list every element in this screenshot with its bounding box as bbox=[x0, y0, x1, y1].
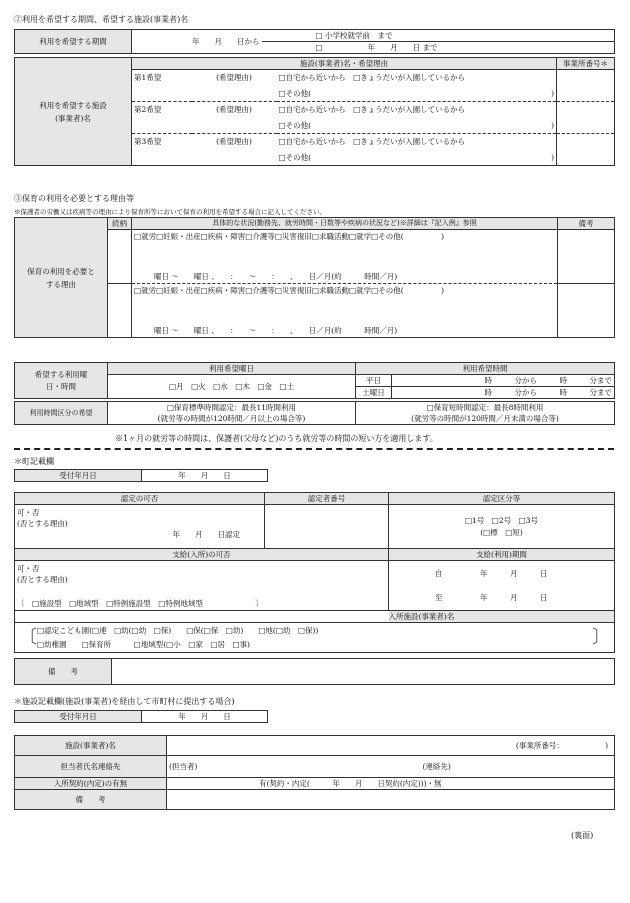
days-label: 希望する利用曜日・時間 bbox=[15, 363, 108, 399]
town-received-label: 受付年月日 bbox=[15, 470, 142, 482]
relation-header: 続柄 bbox=[108, 218, 132, 230]
remarks-header: 備考 bbox=[558, 218, 615, 230]
facility-label: 利用を希望する施設(事業者)名 bbox=[15, 58, 132, 166]
choice2-rank: 第2希望 bbox=[132, 102, 192, 118]
facility-type-line1[interactable]: □認定こども園(□連 □幼(□幼 □保) □保(□保 □幼) □地(□幼 □保)) bbox=[37, 625, 319, 635]
choice3-other[interactable]: □その他( bbox=[278, 152, 312, 162]
contract-value[interactable]: 有(契約・内定( 年 月 日契約(内定)))・無 bbox=[167, 778, 615, 790]
remarks1[interactable] bbox=[558, 230, 615, 284]
payment-period-header: 支給(利用)期間 bbox=[389, 549, 615, 561]
cert-ok[interactable]: 可・否 bbox=[17, 508, 40, 517]
facility-received-value[interactable]: 年 月 日 bbox=[142, 711, 268, 723]
cert-date[interactable]: 年 月 日認定 bbox=[172, 530, 240, 539]
relation2[interactable] bbox=[108, 284, 132, 338]
period-label: 利用を希望する期間 bbox=[15, 30, 132, 54]
payment-header: 支給(入所)の可否 bbox=[15, 549, 389, 561]
payment-types[interactable]: 〔 □施設型 □地域型 □特例施設型 □特例地域型 〕 bbox=[17, 599, 263, 608]
cert-div-header: 認定区分等 bbox=[389, 493, 615, 505]
section2-title: ②利用を希望する期間、希望する施設(事業者)名 bbox=[14, 15, 189, 24]
choice2-office[interactable] bbox=[557, 102, 615, 134]
period-option-date: □ 年 月 日 まで bbox=[262, 42, 615, 54]
situation-header: 具体的な状況(勤務先、就労時間・日数等や疾病の状況など)※詳細は『記入例』参照 bbox=[132, 218, 558, 230]
cert-div-opts[interactable]: □1号 □2号 □3号 bbox=[464, 515, 539, 525]
cut-line bbox=[14, 448, 614, 450]
town-remarks-value[interactable] bbox=[112, 659, 615, 685]
weekday-label: 平日 bbox=[356, 375, 392, 387]
facility-name-header: 入所施設(事業者)名 bbox=[389, 611, 615, 623]
period-from: 年 月 日から bbox=[132, 30, 262, 54]
choice1-reason: (希望理由) bbox=[192, 70, 277, 86]
payment-ok[interactable]: 可・否 bbox=[17, 564, 40, 573]
choice2-reason: (希望理由) bbox=[216, 105, 252, 115]
days-table bbox=[14, 362, 615, 399]
reason1-options[interactable]: □就労□妊娠・出産□疾病・障害□介護等□災害復旧□求職活動□就学□その他( ) bbox=[132, 230, 558, 244]
remarks2[interactable] bbox=[558, 284, 615, 338]
facility-received-table bbox=[14, 710, 268, 723]
town-title: ＊町記載欄 bbox=[14, 457, 54, 466]
facility-remarks-value[interactable] bbox=[167, 790, 615, 810]
division-label: 利用時間区分の希望 bbox=[15, 402, 108, 425]
saturday-label: 土曜日 bbox=[356, 387, 392, 399]
town-remarks-table bbox=[14, 658, 615, 685]
choice1-office[interactable] bbox=[557, 70, 615, 102]
standard-option[interactable]: □保育標準時間認定：最長11時間利用 bbox=[108, 402, 356, 414]
weekday-time[interactable]: 時 分から 時 分まで bbox=[392, 375, 615, 387]
choice2-opt1: □自宅から近いから □きょうだいが入園しているから bbox=[277, 102, 557, 118]
time-header: 利用希望時間 bbox=[356, 363, 615, 375]
period-to-field[interactable]: 至 年 月 日 bbox=[435, 592, 548, 602]
choice3-close: ) bbox=[551, 152, 555, 162]
payment-reason: (否とする理由) bbox=[17, 575, 68, 584]
cert-div-sub[interactable]: (□標 □短) bbox=[480, 527, 523, 537]
office-number-header: 事業所番号＊ bbox=[557, 58, 615, 70]
facility-office-no[interactable]: (事業所番号： ) bbox=[167, 736, 615, 756]
reason1-time[interactable]: 曜日 ～ 曜日 、 ： ～ ： 、 日／月(約 時間／月) bbox=[132, 270, 558, 284]
choice3-opt1: □自宅から近いから □きょうだいが入園しているから bbox=[277, 134, 557, 150]
facility-remarks-label: 備 考 bbox=[15, 790, 167, 810]
reason-table bbox=[14, 217, 615, 338]
facility-header: 施設(事業者)名・希望理由 bbox=[132, 58, 557, 70]
saturday-time[interactable]: 時 分から 時 分まで bbox=[392, 387, 615, 399]
choice3-rank: 第3希望 bbox=[132, 134, 192, 150]
facility-name-label: 施設(事業者)名 bbox=[15, 736, 167, 756]
facility-info-table bbox=[14, 735, 615, 810]
facility-type-line2[interactable]: □幼稚園 □保育所 □地域型(□小 □家 □居 □事) bbox=[37, 639, 250, 649]
section3-note: ※保護者の労働又は疾病等の理由により保育所等において保育の利用を希望する場合に記入してください。 bbox=[14, 208, 326, 216]
town-received-value[interactable]: 年 月 日 bbox=[142, 470, 268, 482]
town-cert-table bbox=[14, 492, 615, 653]
cert-reason: (否とする理由) bbox=[17, 519, 68, 528]
reason2-time[interactable]: 曜日 ～ 曜日 、 ： ～ ： 、 日／月(約 時間／月) bbox=[132, 324, 558, 338]
period-option-preschool: □ 小学校就学前 まで bbox=[262, 30, 615, 42]
cert-no-header: 認定者番号 bbox=[265, 493, 389, 505]
choice2-close: ) bbox=[551, 120, 555, 130]
choice3-office[interactable] bbox=[557, 134, 615, 166]
facility-section-title: ＊施設記載欄(施設(事業者)を経由して市町村に提出する場合) bbox=[14, 697, 235, 706]
division-table bbox=[14, 401, 615, 425]
cert-header: 認定の可否 bbox=[15, 493, 265, 505]
period-table bbox=[14, 29, 615, 54]
choice1-opt1: □自宅から近いから □きょうだいが入園しているから bbox=[277, 70, 557, 86]
days-header: 利用希望曜日 bbox=[108, 363, 356, 375]
cert-no-value[interactable] bbox=[265, 505, 389, 549]
section3-title: ③保育の利用を必要とする理由等 bbox=[14, 194, 134, 203]
choice1-other[interactable]: □その他( bbox=[278, 88, 312, 98]
reason-label: 保育の利用を必要とする理由 bbox=[15, 218, 108, 338]
bracket-right: 〕 bbox=[592, 627, 610, 648]
choice1-close: ) bbox=[551, 88, 555, 98]
reason2-options[interactable]: □就労□妊娠・出産□疾病・障害□介護等□災害復旧□求職活動□就学□その他( ) bbox=[132, 284, 558, 298]
short-option[interactable]: □保育短時間認定：最長8時間利用 bbox=[356, 402, 615, 414]
standard-sub: (就労等の時間が120時間／月以上の場合等) bbox=[108, 413, 356, 425]
short-sub: (就労等の時間が120時間／月未満の場合等) bbox=[356, 413, 615, 425]
section3-footnote: ※1ヶ月の就労等の時間は、保護者(父母など)のうち就労等の時間の短い方を適用します。 bbox=[115, 434, 438, 443]
contract-label: 入所契約(内定)の有無 bbox=[15, 778, 167, 790]
contact-person[interactable]: (担当者) bbox=[167, 756, 421, 778]
contact-info[interactable]: (連絡先) bbox=[421, 756, 615, 778]
facility-choice-table bbox=[14, 57, 615, 166]
choice2-other[interactable]: □その他( bbox=[278, 120, 312, 130]
page-side-label: (裏面) bbox=[571, 831, 594, 840]
town-remarks-label: 備 考 bbox=[15, 659, 112, 685]
bracket-left: 〔 bbox=[19, 627, 37, 648]
town-received-table bbox=[14, 469, 268, 482]
period-from-field[interactable]: 自 年 月 日 bbox=[435, 568, 548, 578]
contact-label: 担当者氏名連絡先 bbox=[15, 756, 167, 778]
relation1[interactable] bbox=[108, 230, 132, 284]
choice3-reason: (希望理由) bbox=[216, 137, 252, 147]
days-values[interactable]: □月 □火 □水 □木 □金 □土 bbox=[108, 375, 356, 399]
facility-received-label: 受付年月日 bbox=[15, 711, 142, 723]
choice1-rank: 第1希望 bbox=[132, 70, 192, 86]
